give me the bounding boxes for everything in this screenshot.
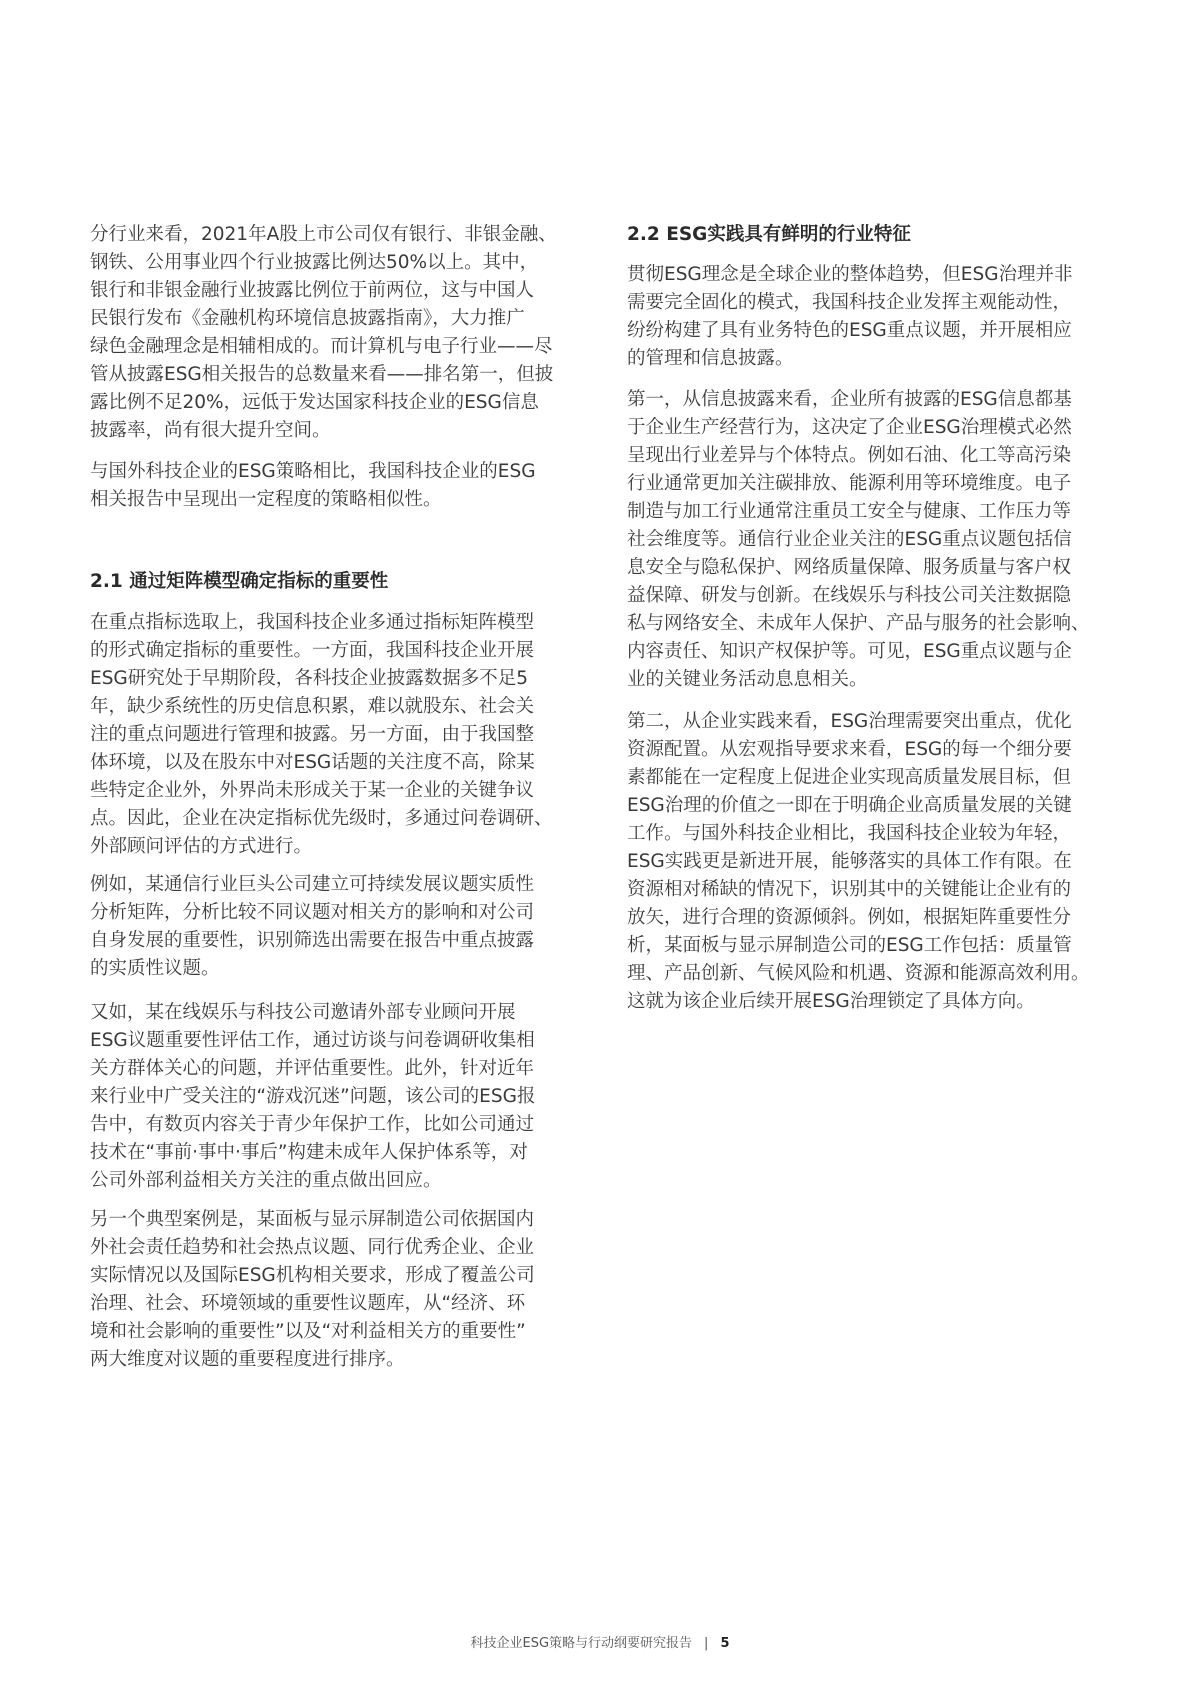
text-line: 治理、社会、环境领域的重要性议题库，从“经济、环 bbox=[90, 1293, 526, 1314]
text-line: 行业通常更加关注碳排放、能源利用等环境维度。电子 bbox=[627, 473, 1072, 494]
text-line: 披露率，尚有很大提升空间。 bbox=[90, 420, 331, 441]
text-line: 第一，从信息披露来看，企业所有披露的ESG信息都基 bbox=[627, 389, 1072, 410]
text-line: 些特定企业外，外界尚未形成关于某一企业的关键争议 bbox=[90, 780, 535, 801]
text-line: ESG议题重要性评估工作，通过访谈与问卷调研收集相 bbox=[90, 1030, 535, 1051]
paragraph-second-practice bbox=[627, 708, 1147, 1016]
text-line: 民银行发布《金融机构环境信息披露指南》，大力推广 bbox=[90, 308, 525, 329]
text-line: 与国外科技企业的ESG策略相比，我国科技企业的ESG bbox=[90, 461, 536, 482]
text-line: 于企业生产经营行为，这决定了企业ESG治理模式必然 bbox=[627, 417, 1072, 438]
text-line: 的形式确定指标的重要性。一方面，我国科技企业开展 bbox=[90, 640, 535, 661]
text-line: 点。因此，企业在决定指标优先级时，多通过问卷调研、 bbox=[90, 808, 553, 829]
text-line: ESG治理的价值之一即在于明确企业高质量发展的关键 bbox=[627, 795, 1072, 816]
text-line: 理、产品创新、气候风险和机遇、资源和能源高效利用。 bbox=[627, 963, 1090, 984]
text-line: 需要完全固化的模式，我国科技企业发挥主观能动性， bbox=[627, 292, 1072, 313]
text-line: ESG实践更是新进开展，能够落实的具体工作有限。在 bbox=[627, 851, 1072, 872]
text-line: 的实质性议题。 bbox=[90, 958, 220, 979]
text-line: 绿色金融理念是相辅相成的。而计算机与电子行业——尽 bbox=[90, 336, 553, 357]
text-line: 例如，某通信行业巨头公司建立可持续发展议题实质性 bbox=[90, 874, 535, 895]
text-line: ESG研究处于早期阶段，各科技企业披露数据多不足5 bbox=[90, 668, 529, 689]
text-line: 技术在“事前·事中·事后”构建未成年人保护体系等，对 bbox=[90, 1142, 528, 1163]
footer-separator: | bbox=[704, 1636, 709, 1651]
paragraph-display-example bbox=[90, 1206, 600, 1374]
text-line: 银行和非银金融行业披露比例位于前两位，这与中国人 bbox=[90, 280, 535, 301]
page-footer bbox=[0, 1632, 1200, 1651]
text-line: 自身发展的重要性，识别筛选出需要在报告中重点披露 bbox=[90, 930, 535, 951]
paragraph-entertainment-example bbox=[90, 999, 600, 1195]
text-line: 实际情况以及国际ESG机构相关要求，形成了覆盖公司 bbox=[90, 1265, 535, 1286]
text-line: 内容责任、知识产权保护等。可见，ESG重点议题与企 bbox=[627, 641, 1072, 662]
text-line: 境和社会影响的重要性”以及“对利益相关方的重要性” bbox=[90, 1321, 526, 1342]
text-line: 社会维度等。通信行业企业关注的ESG重点议题包括信 bbox=[627, 529, 1072, 550]
text-line: 素都能在一定程度上促进企业实现高质量发展目标，但 bbox=[627, 767, 1072, 788]
text-line: 益保障、研发与创新。在线娱乐与科技公司关注数据隐 bbox=[627, 585, 1072, 606]
text-line: 资源配置。从宏观指导要求来看，ESG的每一个细分要 bbox=[627, 739, 1072, 760]
footer-report-title: 科技企业ESG策略与行动纲要研究报告 bbox=[470, 1636, 693, 1651]
text-line: 私与网络安全、未成年人保护、产品与服务的社会影响、 bbox=[627, 613, 1090, 634]
text-line: 公司外部利益相关方关注的重点做出回应。 bbox=[90, 1170, 442, 1191]
text-line: 纷纷构建了具有业务特色的ESG重点议题，并开展相应 bbox=[627, 320, 1072, 341]
text-line: 这就为该企业后续开展ESG治理锁定了具体方向。 bbox=[627, 991, 1035, 1012]
paragraph-first-disclosure bbox=[627, 386, 1147, 694]
text-line: 工作。与国外科技企业相比，我国科技企业较为年轻， bbox=[627, 823, 1072, 844]
text-line: 关方群体关心的问题，并评估重要性。此外，针对近年 bbox=[90, 1058, 535, 1079]
text-line: 年，缺少系统性的历史信息积累，难以就股东、社会关 bbox=[90, 696, 535, 717]
text-line: 呈现出行业差异与个体特点。例如石油、化工等高污染 bbox=[627, 445, 1072, 466]
text-line: 第二，从企业实践来看，ESG治理需要突出重点，优化 bbox=[627, 711, 1072, 732]
page-number: 5 bbox=[720, 1636, 730, 1651]
text-line: 又如，某在线娱乐与科技公司邀请外部专业顾问开展 bbox=[90, 1002, 516, 1023]
text-line: 贯彻ESG理念是全球企业的整体趋势，但ESG治理并非 bbox=[627, 264, 1073, 285]
text-line: 分析矩阵，分析比较不同议题对相关方的影响和对公司 bbox=[90, 902, 535, 923]
paragraph-matrix-model bbox=[90, 609, 600, 861]
text-line: 露比例不足20%，远低于发达国家科技企业的ESG信息 bbox=[90, 392, 539, 413]
text-line: 业的关键业务活动息息相关。 bbox=[627, 669, 868, 690]
paragraph-esg-trend bbox=[627, 261, 1147, 373]
text-line: 外社会责任趋势和社会热点议题、同行优秀企业、企业 bbox=[90, 1237, 535, 1258]
text-line: 放矢，进行合理的资源倾斜。例如，根据矩阵重要性分 bbox=[627, 907, 1072, 928]
section-heading-2-2: 2.2 ESG实践具有鲜明的行业特征 bbox=[627, 224, 911, 245]
text-line: 来行业中广受关注的“游戏沉迷”问题，该公司的ESG报 bbox=[90, 1086, 536, 1107]
text-line: 相关报告中呈现出一定程度的策略相似性。 bbox=[90, 489, 442, 510]
text-line: 体环境，以及在股东中对ESG话题的关注度不高，除某 bbox=[90, 752, 535, 773]
text-line: 的管理和信息披露。 bbox=[627, 348, 794, 369]
text-line: 在重点指标选取上，我国科技企业多通过指标矩阵模型 bbox=[90, 612, 535, 633]
text-line: 两大维度对议题的重要程度进行排序。 bbox=[90, 1349, 405, 1370]
paragraph-strategy-similarity bbox=[90, 458, 600, 514]
text-line: 管从披露ESG相关报告的总数量来看——排名第一，但披 bbox=[90, 364, 554, 385]
text-line: 另一个典型案例是，某面板与显示屏制造公司依据国内 bbox=[90, 1209, 535, 1230]
text-line: 分行业来看，2021年A股上市公司仅有银行、非银金融、 bbox=[90, 224, 557, 245]
paragraph-telecom-example bbox=[90, 871, 600, 983]
paragraph-industry-disclosure bbox=[90, 221, 600, 445]
text-line: 外部顾问评估的方式进行。 bbox=[90, 836, 313, 857]
text-line: 注的重点问题进行管理和披露。另一方面，由于我国整 bbox=[90, 724, 535, 745]
text-line: 息安全与隐私保护、网络质量保障、服务质量与客户权 bbox=[627, 557, 1072, 578]
text-line: 资源相对稀缺的情况下，识别其中的关键能让企业有的 bbox=[627, 879, 1072, 900]
section-heading-2-1: 2.1 通过矩阵模型确定指标的重要性 bbox=[90, 571, 389, 592]
text-line: 制造与加工行业通常注重员工安全与健康、工作压力等 bbox=[627, 501, 1072, 522]
text-line: 告中，有数页内容关于青少年保护工作，比如公司通过 bbox=[90, 1114, 535, 1135]
text-line: 析，某面板与显示屏制造公司的ESG工作包括：质量管 bbox=[627, 935, 1072, 956]
text-line: 钢铁、公用事业四个行业披露比例达50%以上。其中， bbox=[90, 252, 539, 273]
